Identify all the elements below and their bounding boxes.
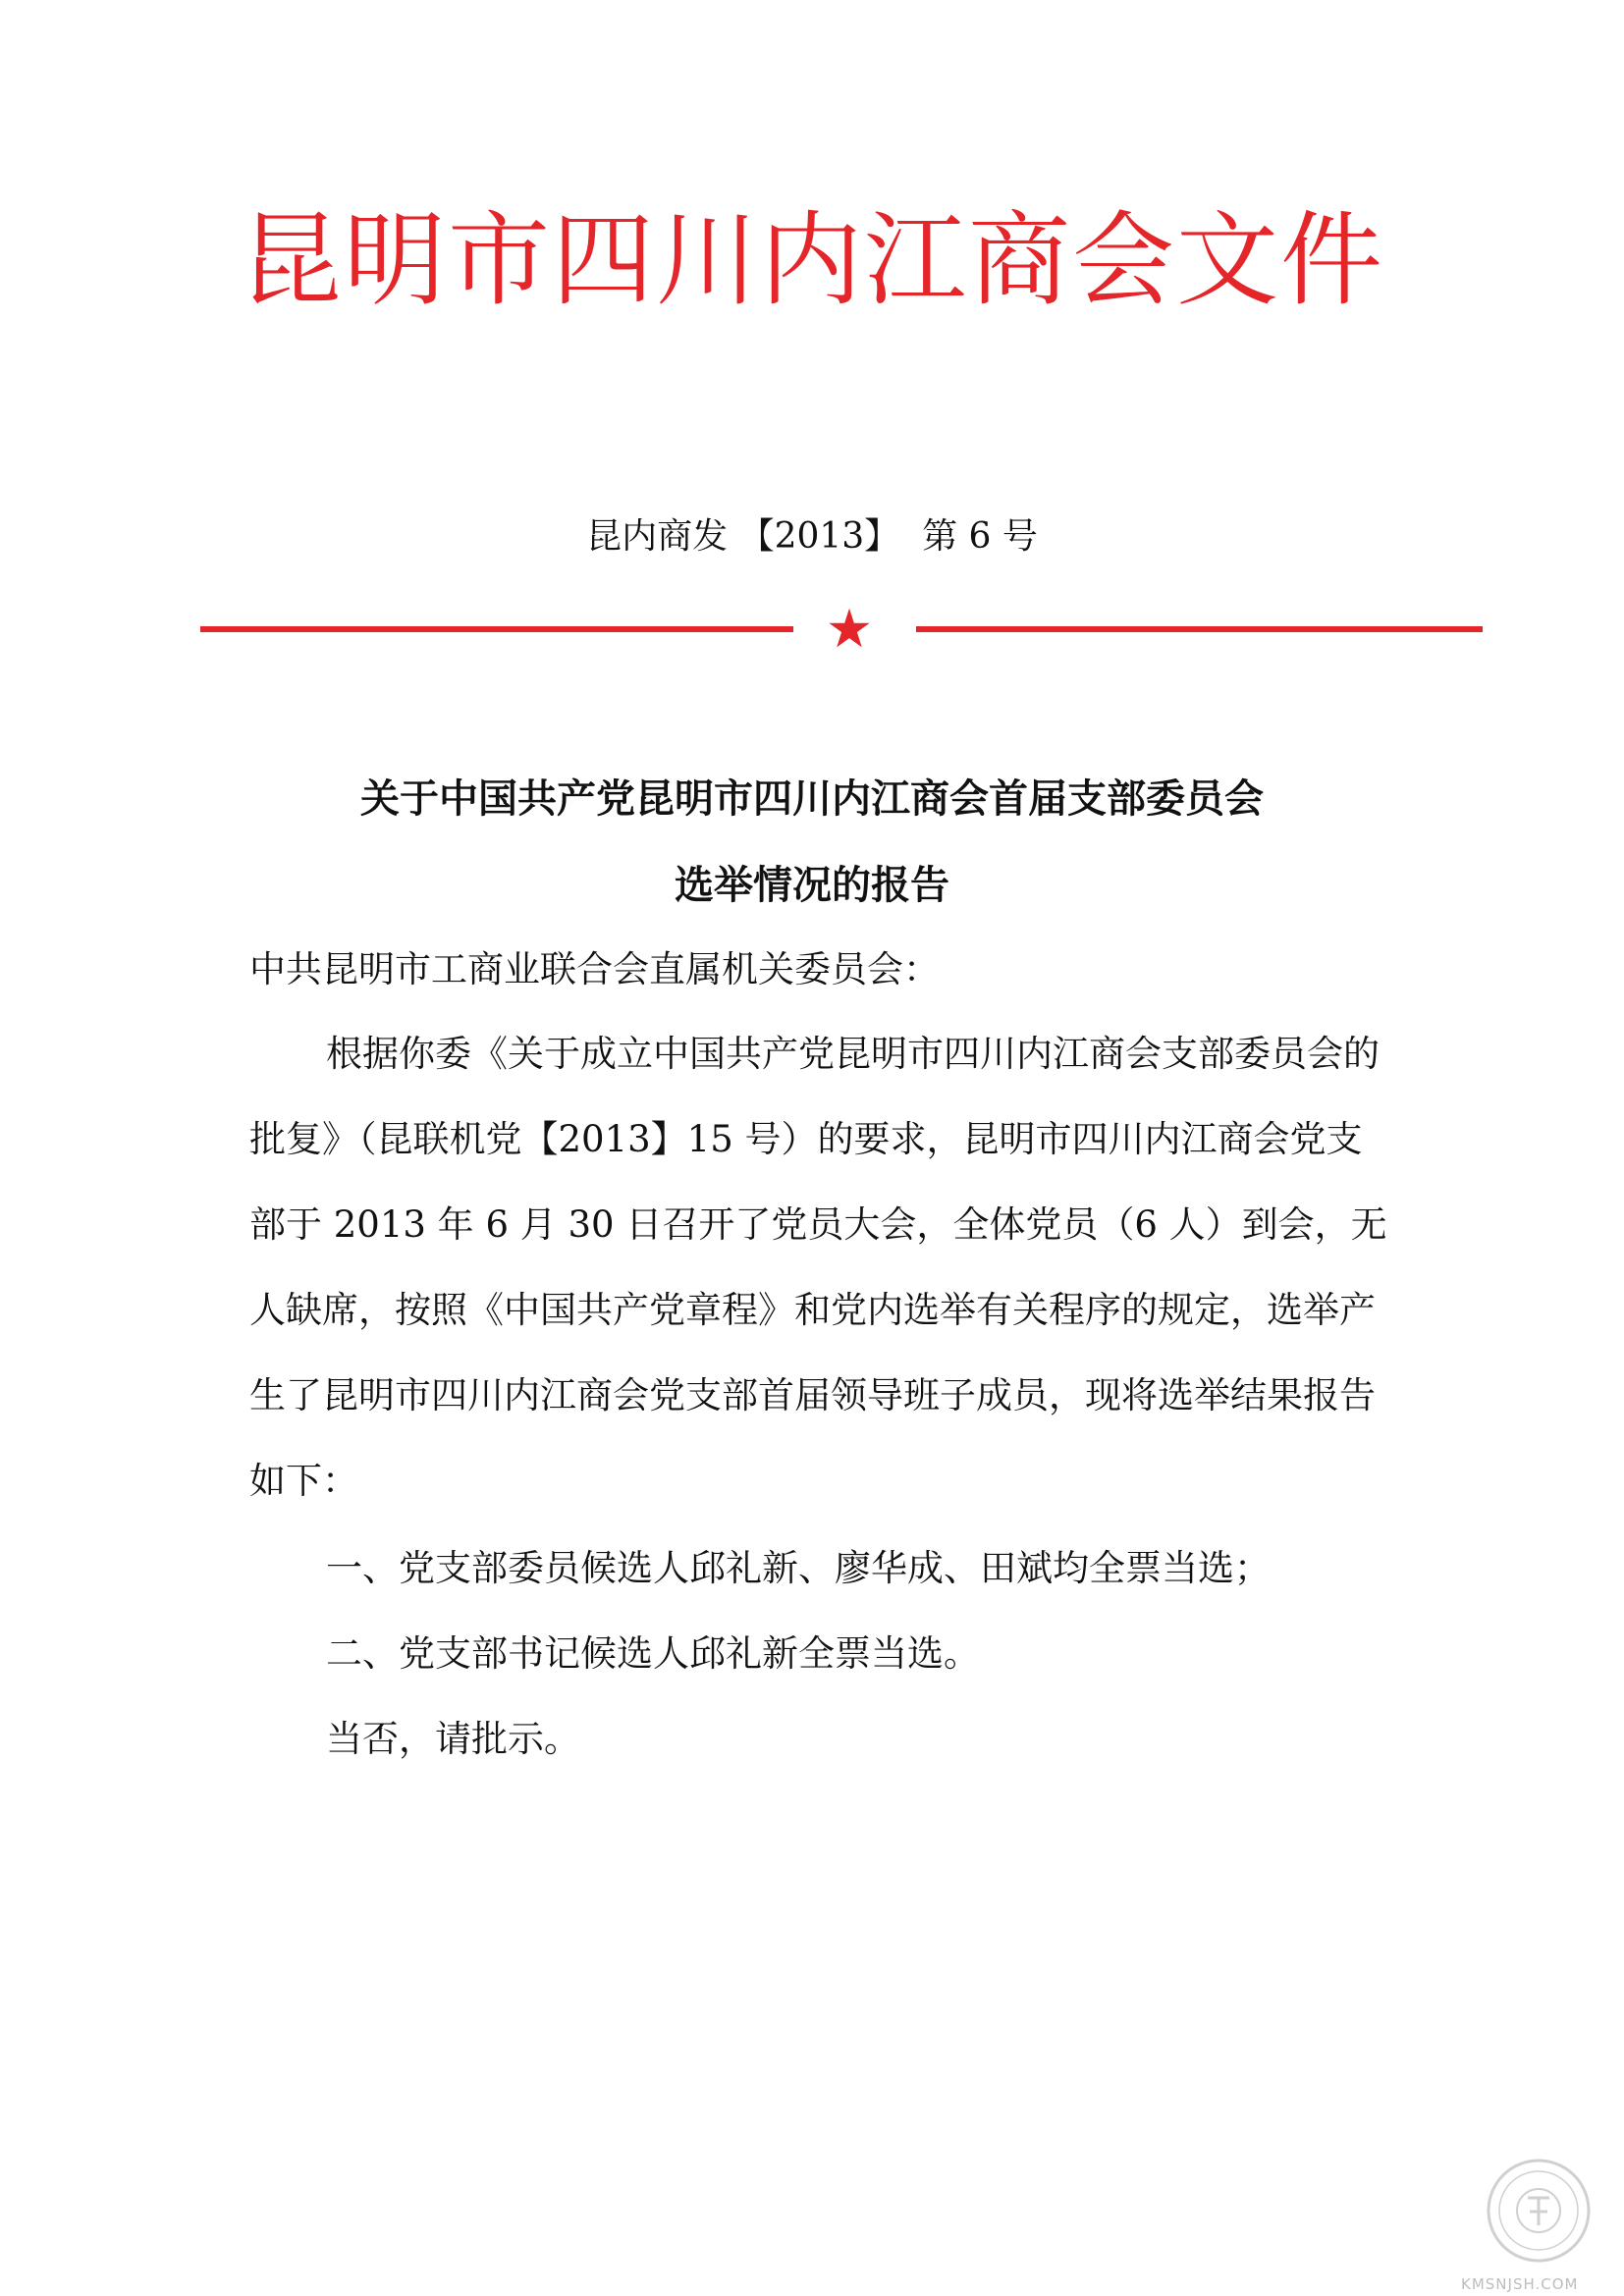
body-paragraph: 根据你委《关于成立中国共产党昆明市四川内江商会支部委员会的批复》（昆联机党【2013】15 号）的要求，昆明市四川内江商会党支部于 2013 年 6 月 30 日召开了党员大会，全体党员（6 人）到会，无人缺席，按照《中国共产党章程》和党内选举有关程序的规定，选举产生了昆明市四川内江商会党支部首届领导班子成员，现将选举结果报告如下：	[249, 1033, 1387, 1502]
site-watermark: KMSNJSH.COM	[1461, 2275, 1579, 2293]
report-title-line-1: 关于中国共产党昆明市四川内江商会首届支部委员会	[360, 776, 1264, 822]
result-item-1: 一、党支部委员候选人邱礼新、廖华成、田斌均全票当选；	[326, 1547, 1271, 1589]
red-divider-left	[200, 626, 793, 632]
red-divider-right	[916, 626, 1483, 632]
result-item-2: 二、党支部书记候选人邱礼新全票当选。	[326, 1632, 980, 1675]
org-masthead-title: 昆明市四川内江商会文件	[239, 200, 1384, 320]
seal-logo-icon	[1485, 2157, 1593, 2265]
closing-line: 当否，请批示。	[326, 1718, 580, 1760]
report-title-line-2: 选举情况的报告	[675, 863, 949, 908]
document-number: 昆内商发 【2013】 第 6 号	[586, 516, 1038, 557]
salutation: 中共昆明市工商业联合会直属机关委员会：	[249, 948, 940, 990]
red-star-icon	[828, 607, 871, 650]
